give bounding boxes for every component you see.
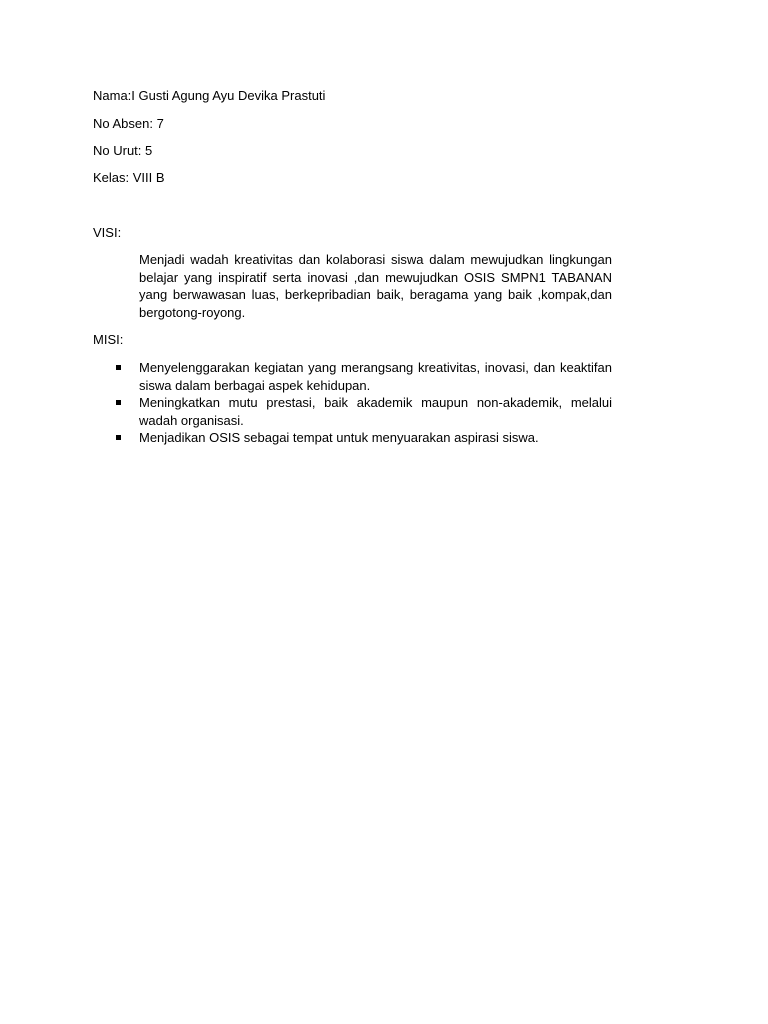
visi-paragraph: Menjadi wadah kreativitas dan kolaborasi siswa dalam mewujudkan lingkungan belajar yang inspiratif serta inovasi ,dan mewujudkan OSIS SMPN1 TABANAN yang berwawasan luas, berkepribadian baik, beragama yang baik ,kompak,dan bergotong-royong. xyxy=(139,252,612,320)
square-bullet-icon xyxy=(116,365,121,370)
student-class: Kelas: VIII B xyxy=(93,170,165,185)
misi-list-item xyxy=(139,429,612,447)
student-order-number: No Urut: 5 xyxy=(93,143,153,158)
misi-item-text: Meningkatkan mutu prestasi, baik akademik maupun non-akademik, melalui wadah organisasi. xyxy=(139,395,612,428)
student-absen-number: No Absen: 7 xyxy=(93,116,164,131)
student-name: Nama:I Gusti Agung Ayu Devika Prastuti xyxy=(93,88,326,103)
misi-item-text: Menjadikan OSIS sebagai tempat untuk menyuarakan aspirasi siswa. xyxy=(139,430,539,445)
misi-list-item xyxy=(139,359,612,394)
visi-heading: VISI: xyxy=(93,225,122,240)
square-bullet-icon xyxy=(116,435,121,440)
misi-list-item xyxy=(139,394,612,429)
misi-list xyxy=(139,359,612,447)
misi-heading: MISI: xyxy=(93,332,124,347)
misi-item-text: Menyelenggarakan kegiatan yang merangsang kreativitas, inovasi, dan keaktifan siswa dalam berbagai aspek kehidupan. xyxy=(139,360,612,393)
square-bullet-icon xyxy=(116,400,121,405)
